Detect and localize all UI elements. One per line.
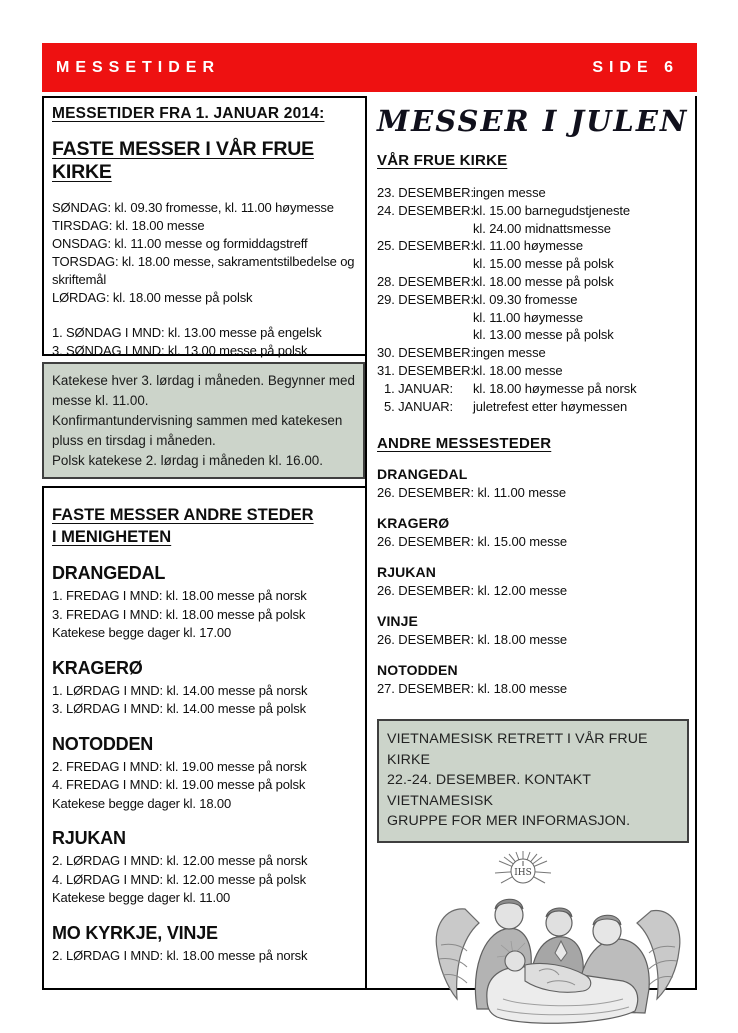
place-mass-line: 3. LØRDAG I MND: kl. 14.00 messe på polsk (52, 701, 306, 716)
christmas-place-name: NOTODDEN (377, 662, 458, 679)
christmas-place-lines (377, 680, 691, 697)
place-mass-line: Katekese begge dager kl. 11.00 (52, 890, 231, 905)
christmas-place-lines (377, 631, 691, 648)
place-mass-lines (52, 682, 359, 719)
christmas-other-places (377, 466, 691, 697)
christmas-place-section (377, 613, 691, 648)
monthly-mass-line: 1. SØNDAG I MND: kl. 13.00 messe på engelsk (52, 325, 322, 340)
notice-line: VIETNAMESISK RETRETT I VÅR FRUE KIRKE (387, 731, 648, 768)
var-frue-kirke-heading: VÅR FRUE KIRKE (377, 152, 508, 169)
other-places-heading: FASTE MESSER ANDRE STEDER I MENIGHETEN (52, 506, 314, 546)
vietnamese-retreat-notice-box (377, 719, 689, 843)
right-column (365, 96, 697, 990)
katekese-notice-box (42, 362, 365, 479)
schedule-text: kl. 15.00 barnegudstjeneste (473, 202, 631, 218)
schedule-date-label: 23. DESEMBER: (377, 185, 474, 200)
other-places-sections (52, 563, 359, 965)
christmas-place-line: 26. DESEMBER: kl. 12.00 messe (377, 583, 568, 599)
schedule-row (377, 309, 691, 327)
schedule-text: kl. 18.00 messe på polsk (473, 273, 614, 289)
svg-text:IHS: IHS (514, 867, 532, 878)
schedule-row (377, 202, 691, 220)
left-heading-faste-messer: FASTE MESSER I VÅR FRUE KIRKE (52, 138, 314, 183)
christmas-place-lines (377, 582, 691, 599)
place-mass-line: 4. FREDAG I MND: kl. 19.00 messe på polsk (52, 777, 306, 792)
place-name: KRAGERØ (52, 657, 143, 678)
schedule-row (377, 273, 691, 291)
schedule-date-label: 5. JANUAR: (384, 398, 454, 414)
schedule-text: ingen messe (473, 185, 546, 200)
weekday-mass-line: TORSDAG: kl. 18.00 messe, sakramentstilbedelse og skriftemål (52, 254, 355, 287)
weekday-mass-line: ONSDAG: kl. 11.00 messe og formiddagstreff (52, 236, 308, 251)
schedule-row (377, 398, 691, 416)
place-mass-lines (52, 587, 359, 643)
katekese-line: Katekese hver 3. lørdag i måneden. Begynner med messe kl. 11.00. (52, 373, 355, 408)
christmas-place-lines (377, 533, 691, 550)
schedule-date-label: 28. DESEMBER: (377, 273, 474, 289)
christmas-masses-title: MESSER I JULEN (377, 104, 689, 138)
place-mass-line: 4. LØRDAG I MND: kl. 12.00 messe på polsk (52, 871, 306, 887)
schedule-date-label: 31. DESEMBER: (377, 362, 474, 378)
place-mass-line: Katekese begge dager kl. 18.00 (52, 795, 232, 811)
christmas-place-name: KRAGERØ (377, 515, 450, 532)
schedule-text: kl. 09.30 fromesse (473, 291, 578, 307)
schedule-text: ingen messe (473, 345, 546, 361)
katekese-line: Polsk katekese 2. lørdag i måneden kl. 16.00. (52, 453, 323, 468)
schedule-date-label: 1. JANUAR: (384, 380, 454, 396)
christmas-schedule (377, 184, 691, 415)
christmas-place-line: 26. DESEMBER: kl. 11.00 messe (377, 485, 567, 501)
place-mass-line: 2. FREDAG I MND: kl. 19.00 messe på norsk (52, 758, 307, 774)
christmas-place-section (377, 564, 691, 599)
schedule-row (377, 184, 691, 202)
christmas-place-section (377, 515, 691, 550)
schedule-row (377, 220, 691, 238)
schedule-date-label: 30. DESEMBER: (377, 345, 474, 361)
illustration-container (377, 849, 691, 1031)
page-header-title: MESSETIDER (56, 58, 221, 76)
schedule-text: juletrefest etter høymessen (473, 398, 628, 414)
place-name: DRANGEDAL (52, 563, 166, 583)
weekday-mass-list (52, 199, 359, 307)
place-mass-line: 2. LØRDAG I MND: kl. 18.00 messe på norsk (52, 947, 308, 963)
schedule-row (377, 362, 691, 380)
schedule-row (377, 255, 691, 273)
schedule-row (377, 237, 691, 255)
christmas-place-lines (377, 484, 691, 501)
monthly-mass-line: 3. SØNDAG I MND: kl. 13.00 messe på polsk (52, 343, 308, 358)
schedule-text: kl. 11.00 høymesse (473, 238, 583, 254)
christmas-place-line: 26. DESEMBER: kl. 15.00 messe (377, 534, 568, 550)
weekday-mass-line: LØRDAG: kl. 18.00 messe på polsk (52, 290, 253, 305)
page-header-bar (42, 43, 697, 92)
fixed-masses-box (42, 96, 365, 356)
weekday-mass-line: TIRSDAG: kl. 18.00 messe (52, 218, 205, 233)
place-name: MO KYRKJE, VINJE (52, 922, 218, 943)
christmas-place-section (377, 466, 691, 501)
left-heading-messetider: MESSETIDER FRA 1. JANUAR 2014: (52, 105, 325, 122)
nativity-angels-illustration (427, 849, 689, 1031)
christmas-place-line: 26. DESEMBER: kl. 18.00 messe (377, 632, 568, 648)
place-mass-lines (52, 758, 359, 814)
other-places-box (42, 486, 365, 990)
place-section (52, 563, 359, 643)
place-mass-line: 2. LØRDAG I MND: kl. 12.00 messe på norsk (52, 853, 308, 868)
schedule-text: kl. 18.00 messe (473, 362, 563, 378)
content-area (42, 96, 697, 990)
schedule-text: kl. 13.00 messe på polsk (473, 327, 614, 343)
place-section (52, 658, 359, 719)
notice-line: 22.-24. DESEMBER. KONTAKT VIETNAMESISK (387, 772, 591, 809)
place-mass-line: Katekese begge dager kl. 17.00 (52, 625, 232, 640)
weekday-mass-line: SØNDAG: kl. 09.30 fromesse, kl. 11.00 høymesse (52, 200, 334, 215)
schedule-text: kl. 11.00 høymesse (473, 309, 583, 325)
place-section (52, 923, 359, 966)
left-column (42, 96, 365, 990)
place-mass-lines (52, 852, 359, 908)
place-section (52, 828, 359, 908)
schedule-text: kl. 15.00 messe på polsk (473, 256, 614, 272)
christmas-place-name: RJUKAN (377, 564, 436, 581)
place-mass-lines (52, 947, 359, 966)
schedule-row (377, 291, 691, 309)
schedule-row (377, 344, 691, 362)
page-number: SIDE 6 (592, 58, 679, 76)
schedule-row (377, 326, 691, 344)
schedule-row (377, 380, 691, 398)
schedule-date-label: 29. DESEMBER: (377, 291, 474, 307)
christmas-place-name: VINJE (377, 613, 418, 630)
place-name: RJUKAN (52, 828, 126, 848)
schedule-date-label: 24. DESEMBER: (377, 202, 474, 218)
place-mass-line: 1. LØRDAG I MND: kl. 14.00 messe på norsk (52, 682, 308, 698)
ihs-halo-icon (495, 851, 551, 883)
place-section (52, 734, 359, 814)
schedule-date-label: 25. DESEMBER: (377, 238, 474, 254)
notice-line: GRUPPE FOR MER INFORMASJON. (387, 813, 631, 830)
schedule-text: kl. 24.00 midnattsmesse (473, 220, 611, 236)
place-mass-line: 3. FREDAG I MND: kl. 18.00 messe på polsk (52, 606, 306, 622)
christmas-place-section (377, 662, 691, 697)
katekese-line: Konfirmantundervisning sammen med katekesen pluss en tirsdag i måneden. (52, 413, 343, 448)
place-name: NOTODDEN (52, 733, 154, 754)
schedule-text: kl. 18.00 høymesse på norsk (473, 380, 637, 396)
place-mass-line: 1. FREDAG I MND: kl. 18.00 messe på norsk (52, 588, 307, 603)
christmas-place-line: 27. DESEMBER: kl. 18.00 messe (377, 681, 568, 697)
other-mass-places-heading: ANDRE MESSESTEDER (377, 435, 552, 453)
christmas-place-name: DRANGEDAL (377, 466, 468, 483)
